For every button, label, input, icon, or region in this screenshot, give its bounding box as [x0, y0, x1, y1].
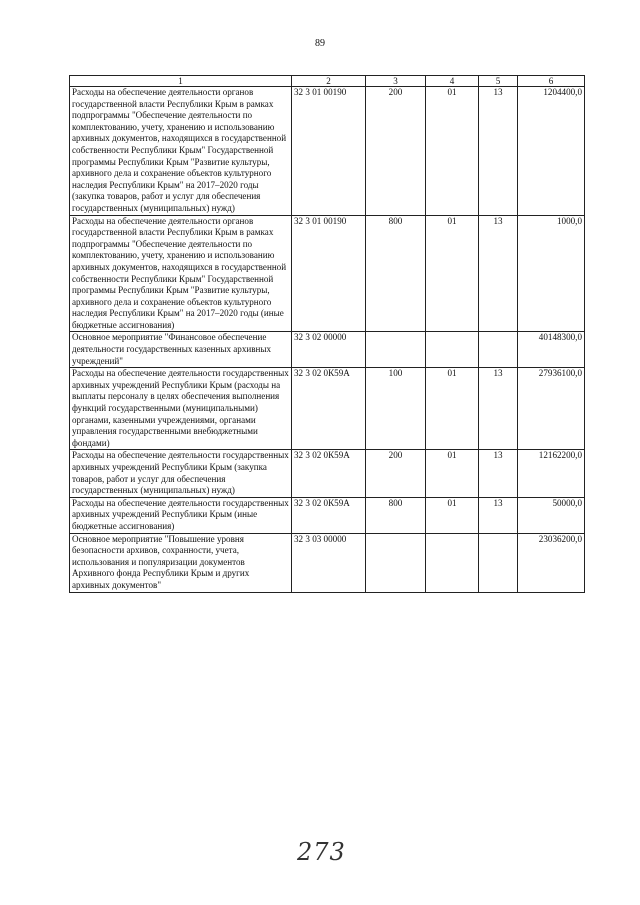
budget-table — [69, 75, 585, 593]
subsection-code — [479, 533, 518, 592]
target-article-code: 32 3 02 0К59А — [292, 450, 366, 497]
table-row — [70, 533, 585, 592]
table-header-row — [70, 76, 585, 87]
target-article-code: 32 3 03 00000 — [292, 533, 366, 592]
section-code: 01 — [426, 87, 479, 216]
amount: 12162200,0 — [518, 450, 585, 497]
amount: 50000,0 — [518, 497, 585, 533]
table-row — [70, 87, 585, 216]
row-description: Расходы на обеспечение деятельности органов государственной власти Республики Крым в рамках подпрограммы "Обеспечение деятельности по комплектованию, учету, хранению и использованию архивных документов, находящихся в государственной собственности Республики Крым" Государственной программы Республики Крым "Развитие культуры, архивного дела и сохранение объектов культурного наследия Республики Крым" на 2017–2020 годы (иные бюджетные ассигнования) — [70, 215, 292, 332]
section-code: 01 — [426, 450, 479, 497]
column-header-5: 5 — [479, 76, 518, 87]
section-code: 01 — [426, 215, 479, 332]
amount: 1204400,0 — [518, 87, 585, 216]
table-row — [70, 450, 585, 497]
expense-type-code: 800 — [366, 215, 426, 332]
section-code: 01 — [426, 497, 479, 533]
target-article-code: 32 3 02 0К59А — [292, 497, 366, 533]
table-row — [70, 368, 585, 450]
subsection-code: 13 — [479, 215, 518, 332]
column-header-1: 1 — [70, 76, 292, 87]
row-description: Расходы на обеспечение деятельности государственных архивных учреждений Республики Крым (расходы на выплаты персоналу в целях обеспечения выполнения функций государственными (муниципальными) органами, казенными учреждениями, органами управления государственными внебюджетными фондами) — [70, 368, 292, 450]
column-header-4: 4 — [426, 76, 479, 87]
amount: 27936100,0 — [518, 368, 585, 450]
subsection-code: 13 — [479, 368, 518, 450]
page-number: 89 — [315, 38, 325, 49]
target-article-code: 32 3 01 00190 — [292, 215, 366, 332]
column-header-2: 2 — [292, 76, 366, 87]
target-article-code: 32 3 02 0К59А — [292, 368, 366, 450]
expense-type-code: 200 — [366, 450, 426, 497]
section-code: 01 — [426, 368, 479, 450]
row-description: Расходы на обеспечение деятельности государственных архивных учреждений Республики Крым (закупка товаров, работ и услуг для обеспечения государственных (муниципальных) нужд) — [70, 450, 292, 497]
subsection-code: 13 — [479, 87, 518, 216]
expense-type-code — [366, 332, 426, 368]
row-description: Расходы на обеспечение деятельности органов государственной власти Республики Крым в рамках подпрограммы "Обеспечение деятельности по комплектованию, учету, хранению и использованию архивных документов, находящихся в государственной собственности Республики Крым" Государственной программы Республики Крым "Развитие культуры, архивного дела и сохранение объектов культурного наследия Республики Крым" на 2017–2020 годы (закупка товаров, работ и услуг для обеспечения государственных (муниципальных) нужд) — [70, 87, 292, 216]
handwritten-page-number: 273 — [297, 838, 346, 866]
target-article-code: 32 3 02 00000 — [292, 332, 366, 368]
subsection-code: 13 — [479, 450, 518, 497]
table-row — [70, 497, 585, 533]
amount: 40148300,0 — [518, 332, 585, 368]
expense-type-code: 100 — [366, 368, 426, 450]
expense-type-code — [366, 533, 426, 592]
section-code — [426, 332, 479, 368]
section-code — [426, 533, 479, 592]
row-description: Основное мероприятие "Повышение уровня безопасности архивов, сохранности, учета, использования и популяризации документов Архивного фонда Республики Крым и других архивных документов" — [70, 533, 292, 592]
subsection-code: 13 — [479, 497, 518, 533]
table-row — [70, 215, 585, 332]
subsection-code — [479, 332, 518, 368]
amount: 23036200,0 — [518, 533, 585, 592]
table-row — [70, 332, 585, 368]
expense-type-code: 200 — [366, 87, 426, 216]
row-description: Расходы на обеспечение деятельности государственных архивных учреждений Республики Крым (иные бюджетные ассигнования) — [70, 497, 292, 533]
row-description: Основное мероприятие "Финансовое обеспечение деятельности государственных казенных архивных учреждений" — [70, 332, 292, 368]
target-article-code: 32 3 01 00190 — [292, 87, 366, 216]
column-header-3: 3 — [366, 76, 426, 87]
column-header-6: 6 — [518, 76, 585, 87]
expense-type-code: 800 — [366, 497, 426, 533]
amount: 1000,0 — [518, 215, 585, 332]
